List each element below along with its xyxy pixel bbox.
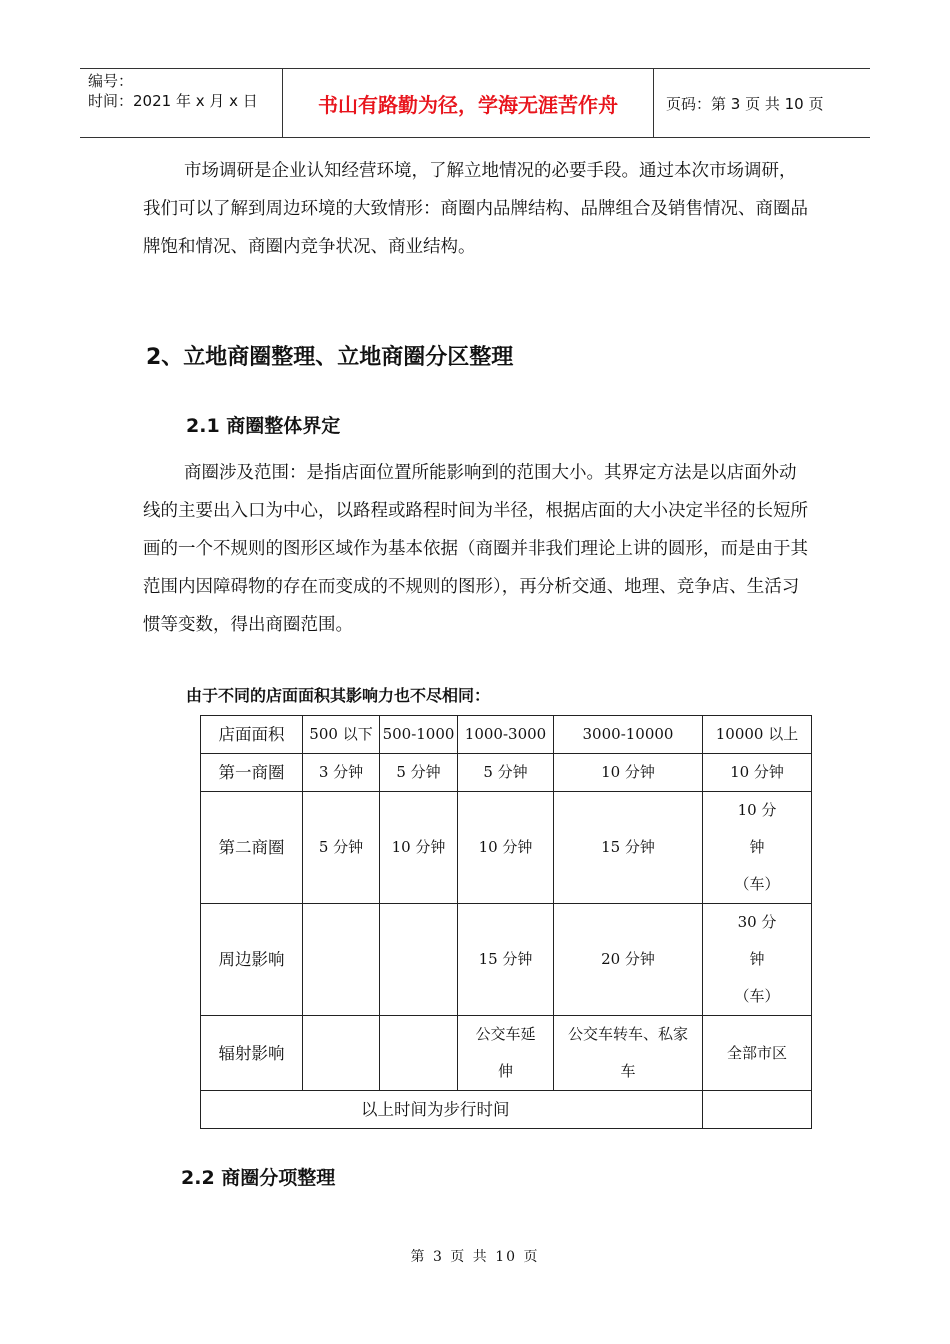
table-header-cell: 500-1000 xyxy=(380,716,458,754)
table-header-cell: 10000 以上 xyxy=(703,716,812,754)
table-cell: 10 分钟 xyxy=(703,754,812,792)
table-cell: 5 分钟 xyxy=(380,754,458,792)
table-row xyxy=(201,792,812,904)
table-cell xyxy=(303,904,380,1016)
table-cell: 全部市区 xyxy=(703,1016,812,1091)
table-cell: 公交车转车、私家车 xyxy=(554,1016,703,1091)
body-paragraph xyxy=(143,454,808,644)
table-cell: 公交车延伸 xyxy=(458,1016,554,1091)
intro-paragraph-text: 市场调研是企业认知经营环境，了解立地情况的必要手段。通过本次市场调研，我们可以了解到周边环境的大致情形：商圈内品牌结构、品牌组合及销售情况、商圈品牌饱和情况、商圈内竞争状况、商业结构。 xyxy=(143,161,808,257)
page-footer: 第 3 页 共 10 页 xyxy=(410,1249,540,1265)
header-page-info: 页码：第 3 页 共 10 页 xyxy=(666,94,824,113)
table-cell: 5 分钟 xyxy=(458,754,554,792)
header-date-label: 时间：2021 年 x 月 x 日 xyxy=(88,92,258,110)
table-cell: 10 分钟 xyxy=(380,792,458,904)
header-number-label: 编号： xyxy=(88,72,134,90)
header-motto: 书山有路勤为径，学海无涯苦作舟 xyxy=(282,69,654,137)
table-row xyxy=(201,754,812,792)
table-cell: 3 分钟 xyxy=(303,754,380,792)
table-cell xyxy=(380,904,458,1016)
table-cell: 30 分钟（车） xyxy=(703,904,812,1016)
trade-area-table xyxy=(200,715,812,1129)
table-row-label: 辐射影响 xyxy=(201,1016,303,1091)
table-row xyxy=(201,904,812,1016)
table-cell xyxy=(380,1016,458,1091)
table-cell: 20 分钟 xyxy=(554,904,703,1016)
subsection-heading-2-1: 2.1 商圈整体界定 xyxy=(186,415,341,437)
table-header-cell: 3000-10000 xyxy=(554,716,703,754)
section-heading: 2、立地商圈整理、立地商圈分区整理 xyxy=(146,345,514,370)
header-meta xyxy=(80,69,282,137)
table-footnote: 以上时间为步行时间 xyxy=(201,1091,703,1129)
table-footnote-row xyxy=(201,1091,812,1129)
subsection-heading-2-2: 2.2 商圈分项整理 xyxy=(181,1167,336,1189)
table-caption: 由于不同的店面面积其影响力也不尽相同： xyxy=(186,686,491,705)
table-row-label: 第一商圈 xyxy=(201,754,303,792)
document-header xyxy=(80,68,870,138)
table-cell: 15 分钟 xyxy=(458,904,554,1016)
table-cell: 10 分钟（车） xyxy=(703,792,812,904)
table-cell: 10 分钟 xyxy=(458,792,554,904)
intro-paragraph xyxy=(143,152,808,266)
table-cell xyxy=(303,1016,380,1091)
table-header-row xyxy=(201,716,812,754)
table-cell xyxy=(703,1091,812,1129)
table-header-cell: 1000-3000 xyxy=(458,716,554,754)
table-row-label: 周边影响 xyxy=(201,904,303,1016)
body-paragraph-text: 商圈涉及范围：是指店面位置所能影响到的范围大小。其界定方法是以店面外动线的主要出入口为中心，以路程或路程时间为半径，根据店面的大小决定半径的长短所画的一个不规则的图形区域作为基本依据（商圈并非我们理论上讲的圆形，而是由于其范围内因障碍物的存在而变成的不规则的图形），再分析交通、地理、竞争店、生活习惯等变数，得出商圈范围。 xyxy=(143,463,808,635)
table-header-cell: 店面面积 xyxy=(201,716,303,754)
table-cell: 10 分钟 xyxy=(554,754,703,792)
table-cell: 15 分钟 xyxy=(554,792,703,904)
table-cell: 5 分钟 xyxy=(303,792,380,904)
table-row xyxy=(201,1016,812,1091)
table-row-label: 第二商圈 xyxy=(201,792,303,904)
table-header-cell: 500 以下 xyxy=(303,716,380,754)
